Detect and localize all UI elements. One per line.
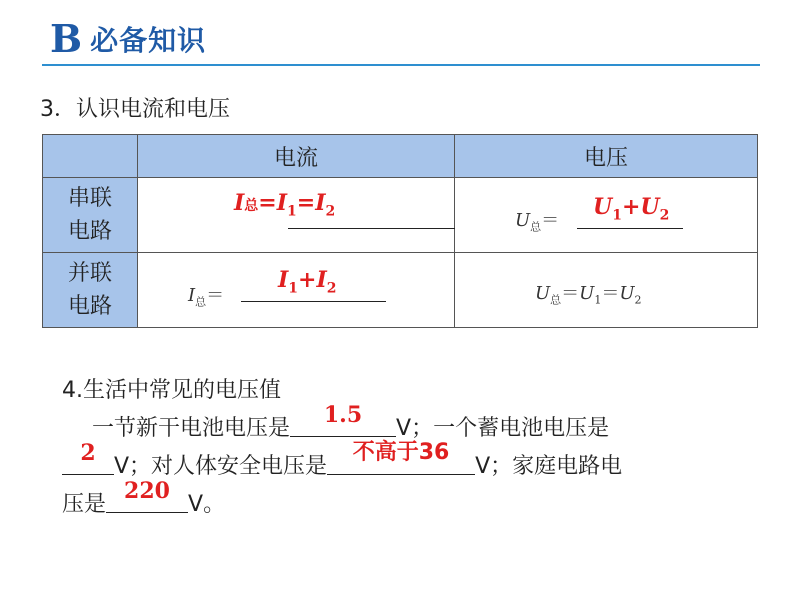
- cell-parallel-voltage: [455, 253, 758, 328]
- comparison-table: [42, 134, 758, 328]
- cell-series-current: [138, 178, 455, 253]
- header-voltage: 电压: [455, 135, 758, 178]
- table-row: [43, 178, 758, 253]
- voltage-parallel-formula: $U_总=U_1=U_2$: [535, 283, 642, 307]
- blank-safe-voltage: [327, 440, 475, 475]
- blank-battery: [62, 440, 114, 475]
- row-label-series: 串联 电路: [43, 178, 138, 253]
- voltage-series-prefix: $U_总=$: [515, 210, 560, 234]
- answer-home-voltage: 220: [124, 478, 170, 504]
- section4: [62, 372, 800, 524]
- answer-underline: [288, 228, 455, 229]
- section-badge: B: [50, 16, 83, 61]
- header-corner: [43, 135, 138, 178]
- answer-underline: [241, 301, 386, 302]
- answer-underline: [577, 228, 683, 229]
- header-current: 电流: [138, 135, 455, 178]
- row-label-parallel: 并联 电路: [43, 253, 138, 328]
- section3-title: 3．认识电流和电压: [40, 97, 230, 122]
- section-header: [50, 14, 206, 64]
- answer-series-voltage: $U_1+U_2$: [593, 194, 670, 224]
- table-header-row: [43, 135, 758, 178]
- current-parallel-prefix: $I_总=$: [188, 285, 225, 309]
- answer-dry-cell: 1.5: [323, 402, 363, 428]
- table-row: [43, 253, 758, 328]
- section4-paragraph: 一节新干电池电压是 1.5 V；一个蓄电池电压是 2 V；对人体安全电压是 不高于36 V；家庭电路电 压是 220 V。: [62, 410, 800, 524]
- cell-parallel-current: [138, 253, 455, 328]
- answer-parallel-current: $I_1+I_2$: [278, 267, 337, 297]
- blank-dry-cell: [290, 402, 396, 437]
- section4-title: 4.生活中常见的电压值: [62, 378, 281, 403]
- answer-series-current: I总$=I_1=I_2$: [234, 190, 336, 220]
- cell-series-voltage: [455, 178, 758, 253]
- header-divider: [42, 64, 760, 66]
- blank-home-voltage: [106, 478, 188, 513]
- answer-safe-voltage: 不高于36: [352, 440, 450, 465]
- answer-battery: 2: [80, 440, 96, 466]
- section-title: 必备知识: [90, 24, 207, 57]
